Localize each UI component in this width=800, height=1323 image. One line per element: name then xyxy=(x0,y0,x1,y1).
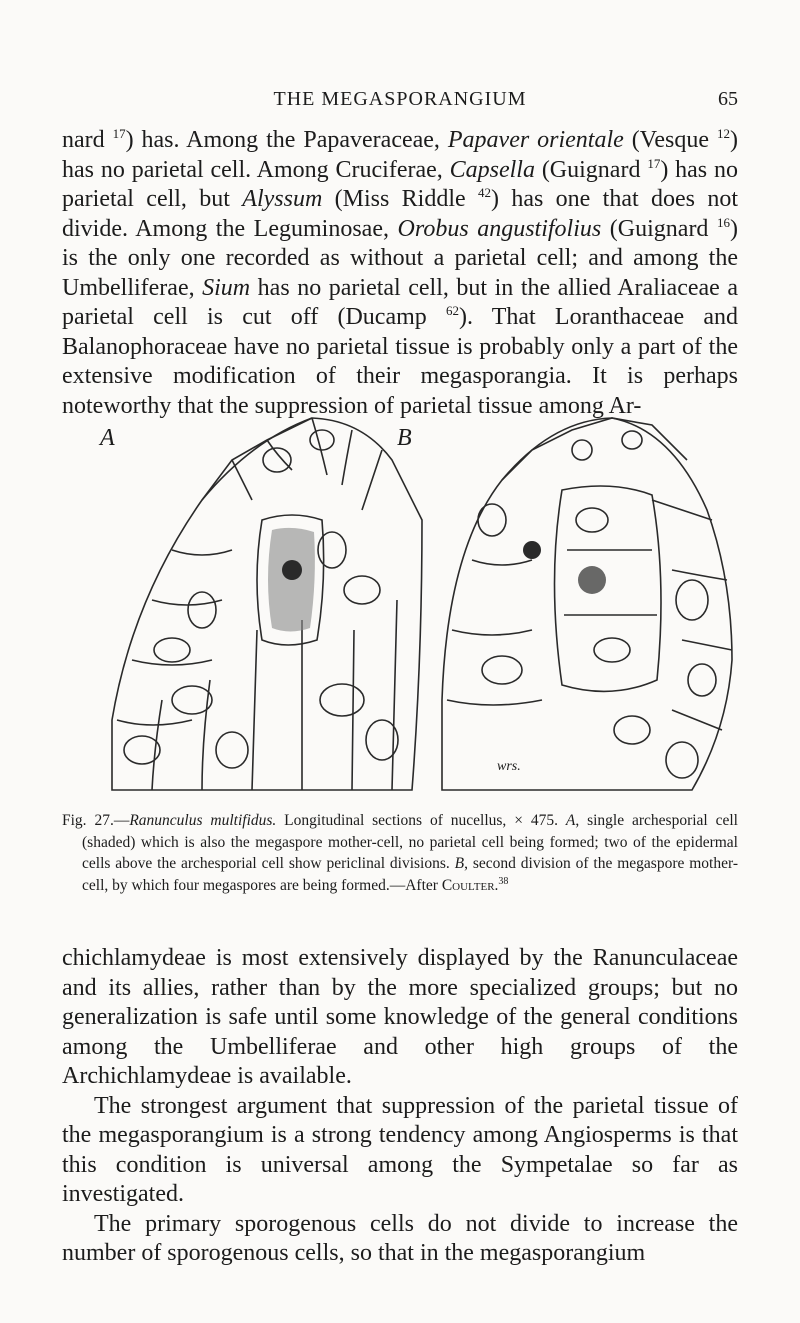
page-number: 65 xyxy=(718,88,738,110)
running-header xyxy=(0,88,800,118)
paragraph-1: nard $^{17}$) has. Among the Papaveraceae, Papaver orientale (Vesque $^{12}$) has no parietal cell. Among Cruciferae, Capsella (Guignard $^{17}$) has no parietal cell, but Alyssum (Miss Riddle $^{42}$) has one that does not divide. Among the Leguminosae, Orobus angustifolius (Guignard $^{16}$) is the only one recorded as without a parietal cell; and among the Umbelliferae, Sium has no parietal cell, but in the allied Araliaceae a parietal cell is cut off (Ducamp $^{62}$). That Loranthaceae and Balanophoraceae have no parietal tissue is probably only a part of the extensive modification of their megasporangia. It is perhaps noteworthy that the suppression of parietal tissue among Ar- xyxy=(62,126,738,419)
nucellus-illustration xyxy=(92,400,737,802)
artist-mark: wrs. xyxy=(497,759,521,774)
label-b: B xyxy=(397,425,412,451)
body-text-top xyxy=(62,126,738,421)
figure-27 xyxy=(92,400,737,802)
running-title: THE MEGASPORANGIUM xyxy=(273,88,527,110)
section-b-outline xyxy=(442,418,732,790)
paragraph-2: chichlamydeae is most extensively displayed by the Ranunculaceae and its allies, rather than by the more specialized groups; but no generalization is safe until some knowledge of the general conditions among the Umbelliferae and other high groups of the Archichlamydeae is available. xyxy=(62,945,738,1089)
section-a-outline xyxy=(112,418,422,790)
body-text-bottom xyxy=(62,944,738,1269)
archesporial-nucleus xyxy=(282,560,302,580)
label-a: A xyxy=(100,425,115,451)
figure-caption: Fig. 27.—Ranunculus multifidus. Longitudinal sections of nucellus, × 475. A, single archesporial cell (shaded) which is also the megaspore mother-cell, no parietal cell being formed; two of the epidermal cells above the archesporial cell show periclinal divisions. B, second division of the megaspore mother-cell, by which four megaspores are being formed.—After Coulter.$^{38}$ xyxy=(62,812,738,894)
paragraph-3: The strongest argument that suppression of the parietal tissue of the megasporangium is a strong tendency among Angiosperms is that this condition is universal among the Sympetalae so far as investigated. xyxy=(62,1092,738,1207)
paragraph-4: The primary sporogenous cells do not divide to increase the number of sporogenous cells, so that in the megasporangium xyxy=(62,1210,738,1266)
